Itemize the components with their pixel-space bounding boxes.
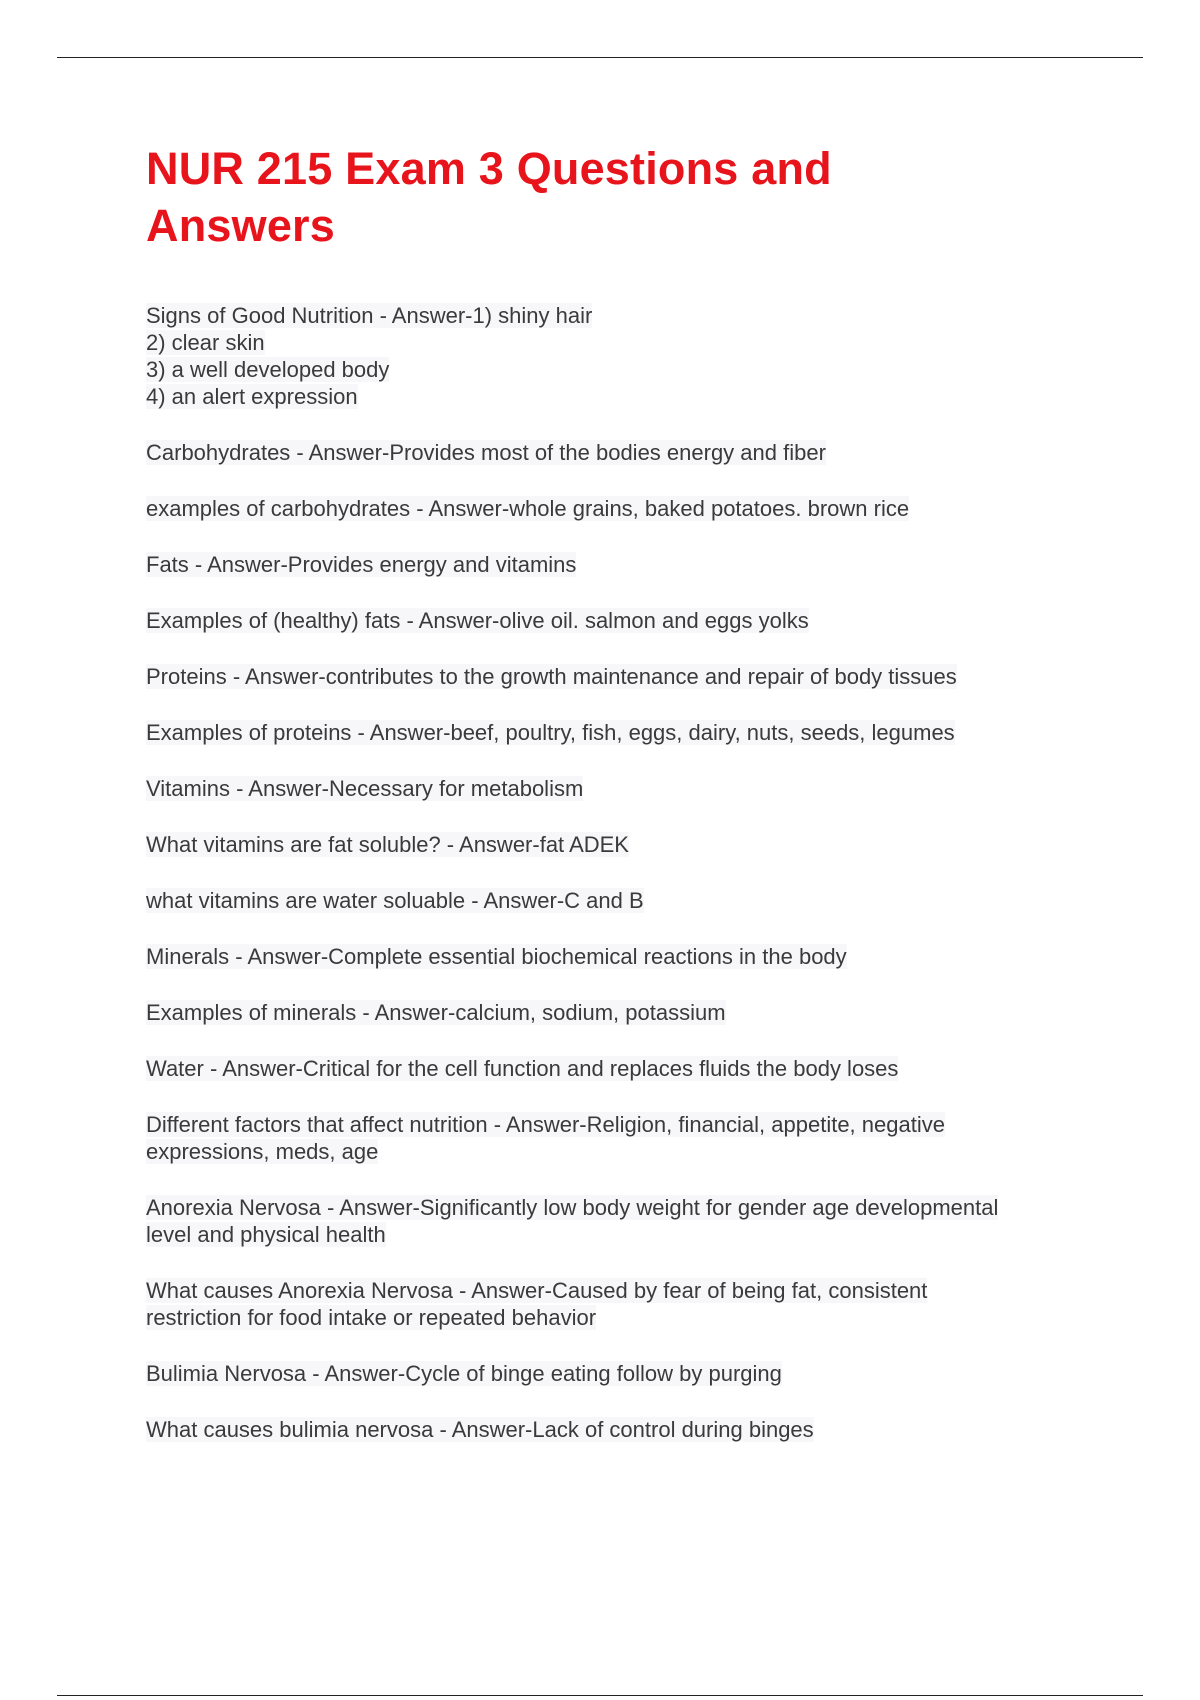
qa-item (146, 1277, 1096, 1331)
qa-item (146, 495, 1096, 522)
qa-text: Fats - Answer-Provides energy and vitamins (146, 552, 577, 577)
qa-item (146, 1194, 1096, 1248)
qa-item (146, 551, 1096, 578)
qa-text: Examples of minerals - Answer-calcium, sodium, potassium (146, 1000, 726, 1025)
qa-item (146, 663, 1096, 690)
qa-text: Water - Answer-Critical for the cell function and replaces fluids the body loses (146, 1056, 899, 1081)
qa-text: Examples of proteins - Answer-beef, poultry, fish, eggs, dairy, nuts, seeds, legumes (146, 720, 955, 745)
qa-item (146, 775, 1096, 802)
qa-text: examples of carbohydrates - Answer-whole grains, baked potatoes. brown rice (146, 496, 910, 521)
qa-item (146, 1416, 1096, 1443)
qa-text: Different factors that affect nutrition - Answer-Religion, financial, appetite, negative expressions, meds, age (146, 1112, 945, 1164)
qa-text: what vitamins are water soluable - Answer-C and B (146, 888, 644, 913)
title-line-2: Answers (146, 200, 335, 251)
document-title (146, 140, 1096, 254)
qa-text: What causes bulimia nervosa - Answer-Lack of control during binges (146, 1417, 814, 1442)
qa-item (146, 302, 1096, 410)
qa-item (146, 1111, 1096, 1165)
qa-text: What vitamins are fat soluble? - Answer-fat ADEK (146, 832, 629, 857)
qa-text: Signs of Good Nutrition - Answer-1) shiny hair 2) clear skin 3) a well developed body 4) an alert expression (146, 303, 593, 409)
qa-text: Carbohydrates - Answer-Provides most of the bodies energy and fiber (146, 440, 826, 465)
top-divider (57, 57, 1143, 58)
qa-item (146, 1360, 1096, 1387)
qa-text: What causes Anorexia Nervosa - Answer-Caused by fear of being fat, consistent restriction for food intake or repeated behavior (146, 1278, 928, 1330)
qa-item (146, 887, 1096, 914)
qa-text: Anorexia Nervosa - Answer-Significantly low body weight for gender age developmental level and physical health (146, 1195, 999, 1247)
qa-item (146, 1055, 1096, 1082)
qa-item (146, 943, 1096, 970)
qa-text: Vitamins - Answer-Necessary for metabolism (146, 776, 584, 801)
qa-item (146, 999, 1096, 1026)
document-body (146, 140, 1096, 1472)
qa-list (146, 302, 1096, 1443)
qa-text: Proteins - Answer-contributes to the growth maintenance and repair of body tissues (146, 664, 957, 689)
title-line-1: NUR 215 Exam 3 Questions and (146, 143, 832, 194)
qa-text: Bulimia Nervosa - Answer-Cycle of binge eating follow by purging (146, 1361, 782, 1386)
bottom-divider (57, 1695, 1143, 1696)
qa-item (146, 831, 1096, 858)
qa-item (146, 719, 1096, 746)
qa-item (146, 607, 1096, 634)
qa-text: Examples of (healthy) fats - Answer-olive oil. salmon and eggs yolks (146, 608, 809, 633)
qa-text: Minerals - Answer-Complete essential biochemical reactions in the body (146, 944, 847, 969)
qa-item (146, 439, 1096, 466)
